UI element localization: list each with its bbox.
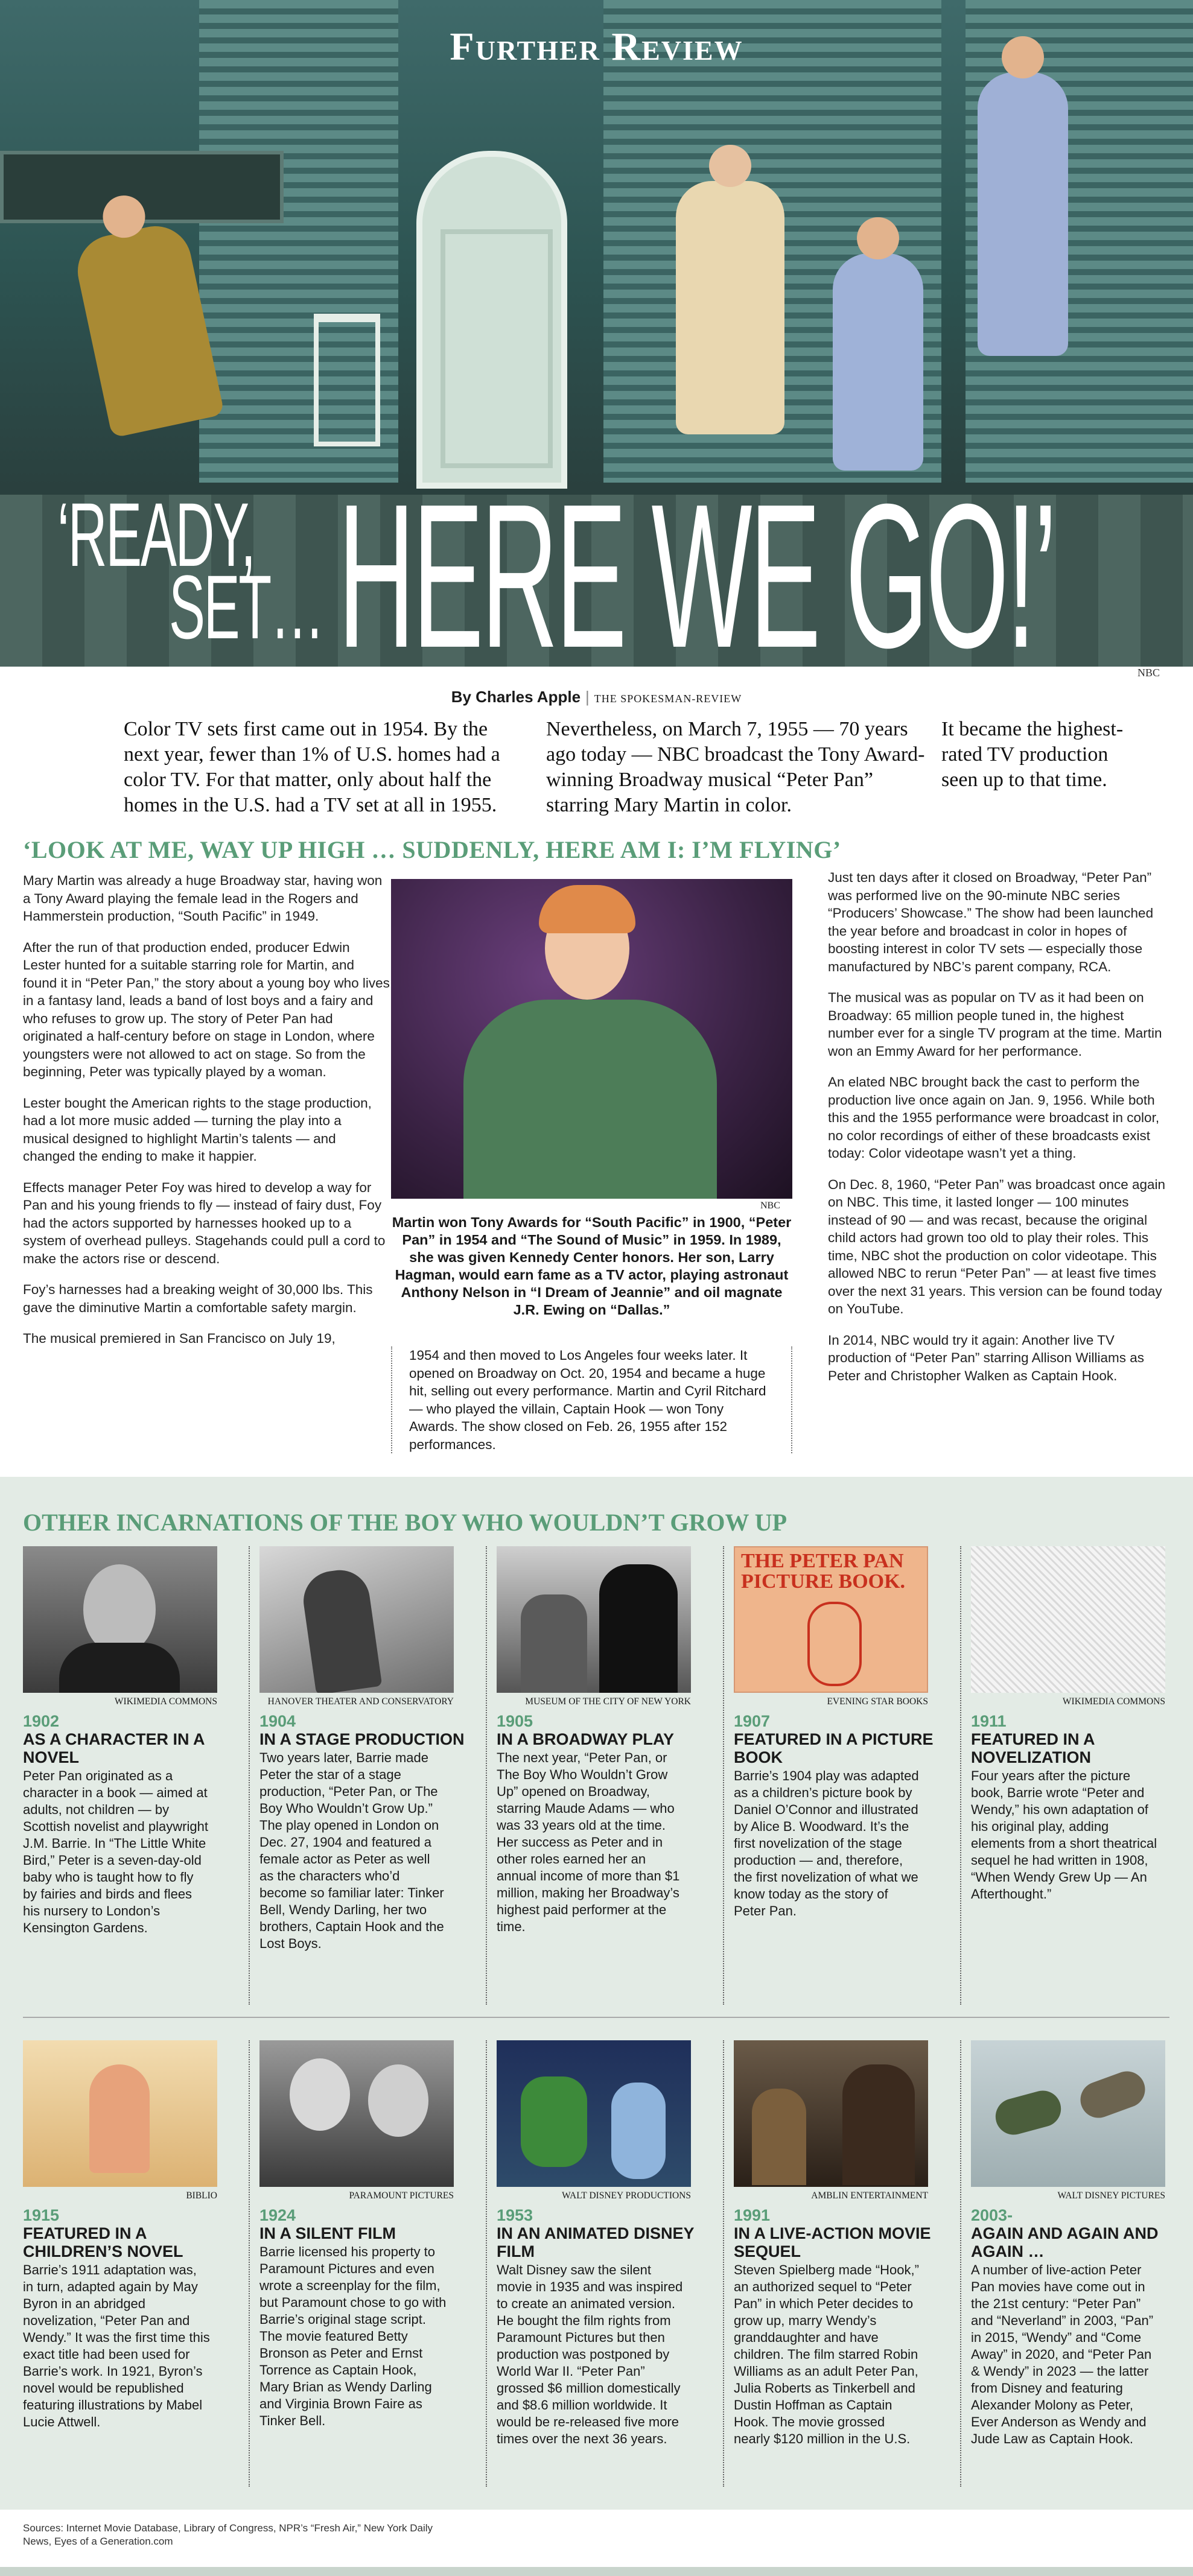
timeline-card-1907	[734, 1546, 951, 1920]
story-column-left	[23, 872, 391, 1463]
card-text: Four years after the picture book, Barrie wrote “Peter and Wendy,” his own adaptation of his original play, adding elements from a short theatrical sequel he had written in 1908, “When Wendy Grew Up — An Afterthought.”	[971, 1768, 1157, 1902]
card-title: IN A LIVE-ACTION MOVIE SEQUEL	[734, 2224, 931, 2260]
card-title: IN A BROADWAY PLAY	[497, 1730, 675, 1748]
column-divider	[486, 2040, 487, 2487]
column-divider	[486, 1546, 487, 2005]
sources-note: Sources: Internet Movie Database, Library of Congress, NPR’s “Fresh Air,” New York Daily News, Eyes of a Generation.com	[23, 2522, 433, 2547]
hook-film-still	[734, 2040, 928, 2187]
intro-paragraph: It became the highest-rated TV production seen up to that time.	[941, 718, 1124, 791]
card-title: FEATURED IN A CHILDREN’S NOVEL	[23, 2224, 183, 2260]
column-divider	[723, 2040, 724, 2487]
byline: By Charles Apple | THE SPOKESMAN-REVIEW	[451, 688, 742, 706]
card-title: AS A CHARACTER IN A NOVEL	[23, 1730, 205, 1766]
row-divider	[23, 2017, 1169, 2018]
childrens-novel-illustration	[23, 2040, 217, 2187]
image-credit: BIBLIO	[186, 2191, 217, 2201]
card-year: 1915	[23, 2206, 60, 2224]
card-text: Barrie’s 1904 play was adapted as a children’s picture book by Daniel O’Connor and illustrated by Alice B. Woodward. It’s the first novelization of the stage production — and, therefore, the first novelization of what we know today as the story of Peter Pan.	[734, 1768, 919, 1918]
card-text: Barrie licensed his property to Paramount Pictures and even wrote a screenplay for the film, but Paramount chose to go with Barrie’s original stage script. The movie featured Betty Bronson as Peter and Ernst Torrence as Captain Hook, Mary Brian as Wendy Darling and Virginia Brown Faire as Tinker Bell.	[259, 2244, 447, 2428]
card-text: Walt Disney saw the silent movie in 1935 and was inspired to create an animated version. He bought the film rights from Paramount Pictures but then production was postponed by World War II. “Peter Pan” grossed $6 million domestically and $8.6 million worldwide. It would be re-released five more times over the next 36 years.	[497, 2262, 683, 2446]
footer-bar	[0, 2567, 1193, 2576]
column-divider	[723, 1546, 724, 2005]
timeline-card-1904	[259, 1546, 477, 1952]
chair	[314, 314, 380, 446]
stage-door	[416, 151, 567, 489]
photo-credit: NBC	[760, 1201, 780, 1211]
column-divider	[960, 1546, 961, 2005]
card-text: A number of live-action Peter Pan movies have come out in the 21st century: “Peter Pan” and “Neverland” in 2003, “Pan” in 2015, “Wendy” and “Come Away” in 2020, and “Peter Pan & Wendy” in 2023 — the latter from Disney and featuring Alexander Molony as Peter, Ever Anderson as Wendy and Jude Law as Captain Hook.	[971, 2262, 1154, 2446]
silent-film-still	[259, 2040, 454, 2187]
live-action-film-still	[971, 2040, 1165, 2187]
card-text: Barrie’s 1911 adaptation was, in turn, adapted again by May Byron in an abridged novelization, “Peter Pan and Wendy.” It was the first time this exact title had been used for Barrie’s work. In 1921, Byron’s novel would be republished featuring illustrations by Mabel Lucie Attwell.	[23, 2262, 210, 2429]
card-year: 1991	[734, 2206, 771, 2224]
card-year: 1907	[734, 1712, 771, 1730]
story-paragraph: Lester bought the American rights to the stage production, had a lot more music added — turning the play into a musical designed to highlight Martin’s talents — and changed the ending to make it happier.	[23, 1095, 372, 1164]
mary-martin-photo	[391, 879, 792, 1199]
image-credit: WALT DISNEY PICTURES	[1057, 2191, 1165, 2201]
story-paragraph: Effects manager Peter Foy was hired to develop a way for Pan and his young friends to fly — instead of fairy dust, Foy had the actors supported by harnesses hooked up to a system of overhead pulleys. Stagehands could pull a cord to make the actors rise or descend.	[23, 1179, 386, 1266]
story-column-middle: 1954 and then moved to Los Angeles four weeks later. It opened on Broadway on Oct. 20, 1954 and became a huge hit, selling out every performance. Martin and Cyril Ritchard — who played the villain, Captain Hook — won Tony Awards. The show closed on Feb. 26, 1955 after 152 performances.	[391, 1347, 792, 1453]
image-credit: EVENING STAR BOOKS	[827, 1696, 928, 1707]
hero-photo-credit: NBC	[1137, 667, 1160, 679]
story-paragraph: The musical was as popular on TV as it had been on Broadway: 65 million people tuned in, the highest number ever for a single TV program at the time. Martin won an Emmy Award for her performance.	[828, 990, 1162, 1059]
timeline-card-1905	[497, 1546, 714, 1935]
card-year: 2003-	[971, 2206, 1013, 2224]
column-divider	[249, 2040, 250, 2487]
story-paragraph: Foy’s harnesses had a breaking weight of 30,000 lbs. This gave the diminutive Martin a comfortable safety margin.	[23, 1282, 373, 1315]
image-credit: AMBLIN ENTERTAINMENT	[811, 2191, 928, 2201]
card-title: FEATURED IN A PICTURE BOOK	[734, 1730, 934, 1766]
picture-book-cover	[734, 1546, 928, 1693]
story-paragraph: Mary Martin was already a huge Broadway star, having won a Tony Award playing the female lead in the Rogers and Hammerstein production, “South Pacific” in 1949.	[23, 873, 383, 924]
timeline-card-1902	[23, 1546, 240, 1937]
column-divider	[960, 2040, 961, 2487]
broadway-play-photo	[497, 1546, 691, 1693]
headline-set: SET…	[169, 556, 323, 658]
timeline-card-1911	[971, 1546, 1188, 1903]
intro-paragraph: Color TV sets first came out in 1954. By the next year, fewer than 1% of U.S. homes had a color TV. For that matter, only about half the homes in the U.S. had a TV set at all in 1955.	[124, 718, 500, 816]
publication: THE SPOKESMAN-REVIEW	[594, 693, 742, 705]
timeline-card-2003	[971, 2040, 1188, 2448]
timeline-card-1915	[23, 2040, 240, 2431]
book-title: THE PETER PAN PICTURE BOOK.	[741, 1550, 906, 1593]
headline-ready: ‘READY,	[57, 484, 255, 585]
card-title: FEATURED IN A NOVELIZATION	[971, 1730, 1095, 1766]
card-text: The next year, “Peter Pan, or The Boy Who Wouldn’t Grow Up” opened on Broadway, starring Maude Adams — who was 33 years old at the time. Her success as Peter and in other roles earned her an annual income of more than $1 million, making her Broadway’s highest paid performer at the time.	[497, 1750, 680, 1934]
story-paragraph: An elated NBC brought back the cast to perform the production live once again on Jan. 9, 1956. While both this and the 1955 performance were broadcast in color, no color recordings of either of these broadcasts exist today: Color videotape wasn’t yet a thing.	[828, 1074, 1160, 1161]
image-credit: MUSEUM OF THE CITY OF NEW YORK	[525, 1696, 691, 1707]
headline-here-we-go: HERE WE GO!’	[338, 462, 1055, 667]
animated-film-still	[497, 2040, 691, 2187]
photo-caption: Martin won Tony Awards for “South Pacific” in 1900, “Peter Pan” in 1954 and “The Sound of Music” in 1959. In 1989, she was given Kennedy Center honors. Her son, Larry Hagman, would earn fame as a TV actor, playing astronaut Anthony Nelson in “I Dream of Jeannie” and oil magnate J.R. Ewing on “Dallas.”	[392, 1214, 792, 1318]
story-paragraph: The musical premiered in San Francisco on July 19,	[23, 1331, 336, 1346]
image-credit: WIKIMEDIA COMMONS	[114, 1696, 217, 1707]
section-kicker: Further Review	[450, 25, 743, 69]
novelization-illustration	[971, 1546, 1165, 1693]
story-column-right	[828, 869, 1172, 1398]
card-text: Two years later, Barrie made Peter the star of a stage production, “Peter Pan, or The Boy Who Wouldn’t Grow Up.” The play opened in London on Dec. 27, 1904 and featured a female actor as Peter as well as the characters who’d become so familiar later: Tinker Bell, Wendy Darling, her two brothers, Captain Hook and the Lost Boys.	[259, 1750, 444, 1951]
card-year: 1924	[259, 2206, 296, 2224]
author: By Charles Apple	[451, 688, 581, 706]
figure-john	[978, 72, 1068, 356]
barrie-portrait	[23, 1546, 217, 1693]
card-title: AGAIN AND AGAIN AND AGAIN …	[971, 2224, 1159, 2260]
stage-production-photo	[259, 1546, 454, 1693]
card-title: IN A SILENT FILM	[259, 2224, 396, 2242]
card-year: 1911	[971, 1712, 1007, 1730]
card-year: 1904	[259, 1712, 296, 1730]
timeline-card-1991	[734, 2040, 951, 2448]
card-text: Steven Spielberg made “Hook,” an authorized sequel to “Peter Pan” in which Peter decides to grow up, marry Wendy’s granddaughter and have children. The film starred Robin Williams as an adult Peter Pan, Julia Roberts as Tinkerbell and Dustin Hoffman as Captain Hook. The movie grossed nearly $120 million in the U.S.	[734, 2262, 919, 2446]
card-title: IN A STAGE PRODUCTION	[259, 1730, 465, 1748]
story-heading: ‘LOOK AT ME, WAY UP HIGH … SUDDENLY, HERE AM I: I’M FLYING’	[23, 836, 841, 863]
incarnations-heading: OTHER INCARNATIONS OF THE BOY WHO WOULDN’T GROW UP	[23, 1509, 787, 1536]
image-credit: WIKIMEDIA COMMONS	[1062, 1696, 1165, 1707]
story-paragraph: On Dec. 8, 1960, “Peter Pan” was broadcast once again on NBC. This time, it lasted longer — 100 minutes instead of 90 — and was recast, because the original child actors had grown too old to play their roles. This time, NBC shot the production on color videotape. This allowed NBC to rerun “Peter Pan” — at least five times over the next 31 years. This version can be found today on YouTube.	[828, 1176, 1166, 1316]
image-credit: HANOVER THEATER AND CONSERVATORY	[267, 1696, 454, 1707]
card-text: Peter Pan originated as a character in a book — aimed at adults, not children — by Scottish novelist and playwright J.M. Barrie. In “The Little White Bird,” Peter is a seven-day-old baby who is taught how to fly by fairies and birds and flees his nursery to London’s Kensington Gardens.	[23, 1768, 208, 1935]
card-year: 1905	[497, 1712, 533, 1730]
card-year: 1902	[23, 1712, 60, 1730]
hero-photo	[0, 0, 1193, 667]
image-credit: PARAMOUNT PICTURES	[349, 2191, 454, 2201]
card-title: IN AN ANIMATED DISNEY FILM	[497, 2224, 695, 2260]
timeline-card-1924	[259, 2040, 477, 2429]
headline	[0, 462, 1193, 667]
card-year: 1953	[497, 2206, 533, 2224]
story-paragraph: In 2014, NBC would try it again: Another live TV production of “Peter Pan” starring Allison Williams as Peter and Christopher Walken as Captain Hook.	[828, 1332, 1144, 1383]
intro-paragraph: Nevertheless, on March 7, 1955 — 70 years ago today — NBC broadcast the Tony Award-winning Broadway musical “Peter Pan” starring Mary Martin in color.	[546, 718, 925, 816]
timeline-card-1953	[497, 2040, 714, 2448]
column-divider	[249, 1546, 250, 2005]
story-paragraph: Just ten days after it closed on Broadway, “Peter Pan” was performed live on the 90-minute NBC series “Producers’ Showcase.” The show had been launched the year before and broadcast in color in hopes of boosting interest in color TV sets — especially those manufactured by NBC’s parent company, RCA.	[828, 870, 1154, 974]
figure-wendy	[676, 181, 784, 434]
story-paragraph: After the run of that production ended, producer Edwin Lester hunted for a suitable starring role for Martin, and found it in “Peter Pan,” the story about a young boy who lives in a fantasy land, leads a band of lost boys and a fairy and who refuses to grow up. The story of Peter Pan had originated a half-century before on stage in London, where youngsters were not allowed to act on stage. So from the beginning, Peter was typically played by a woman.	[23, 939, 390, 1079]
figure-michael	[833, 253, 923, 471]
image-credit: WALT DISNEY PRODUCTIONS	[562, 2191, 691, 2201]
